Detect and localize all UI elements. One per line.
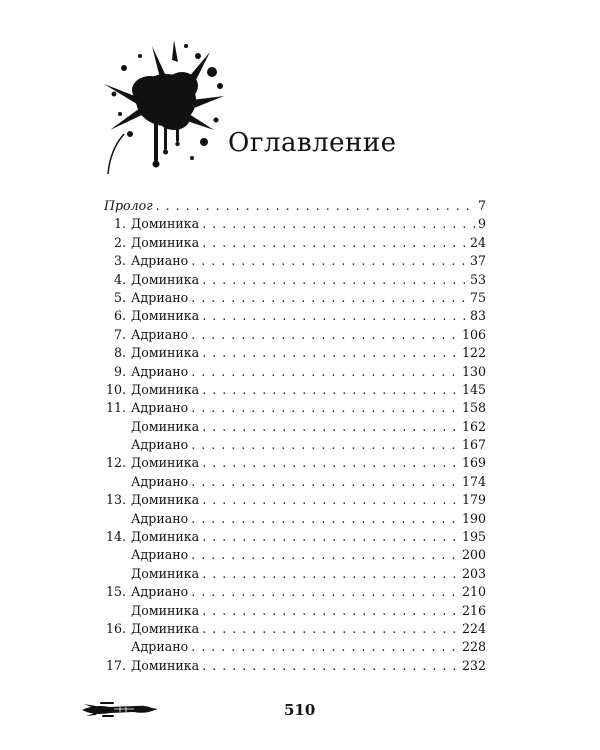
toc-label: Доминика	[131, 565, 200, 581]
toc-page: 37	[469, 253, 486, 269]
toc-label: Доминика	[131, 381, 200, 397]
dot-leader	[191, 547, 459, 562]
toc-number: 13.	[105, 492, 126, 508]
toc-row	[104, 529, 486, 547]
toc-page: 216	[461, 602, 486, 618]
toc-page: 24	[469, 234, 486, 250]
toc-label: Доминика	[131, 455, 200, 471]
dot-leader	[202, 621, 459, 636]
dot-leader	[191, 364, 459, 379]
toc-number: 16.	[105, 620, 126, 636]
dot-leader	[202, 529, 459, 544]
toc-page: 75	[469, 289, 486, 305]
toc-row	[104, 419, 486, 437]
toc-row	[104, 400, 486, 418]
toc-number: 8.	[113, 345, 126, 361]
toc-page: 169	[461, 455, 486, 471]
dot-leader	[191, 253, 467, 268]
toc-page: 232	[461, 657, 486, 673]
toc-label: Адриано	[131, 289, 189, 305]
toc-number: 10.	[105, 381, 126, 397]
toc-label: Доминика	[131, 418, 200, 434]
dot-leader	[202, 658, 459, 673]
toc-page: 145	[461, 381, 486, 397]
toc-label: Доминика	[131, 345, 200, 361]
toc-row	[104, 327, 486, 345]
toc-page: 106	[461, 326, 486, 342]
toc-row	[104, 382, 486, 400]
toc-number: 15.	[105, 584, 126, 600]
toc-row	[104, 308, 486, 326]
toc-row	[104, 584, 486, 602]
dot-leader	[202, 382, 459, 397]
toc-label: Адриано	[131, 400, 189, 416]
toc-label: Адриано	[131, 253, 189, 269]
toc-row	[104, 621, 486, 639]
toc-row	[104, 272, 486, 290]
toc-number: 2.	[113, 234, 126, 250]
dot-leader	[202, 566, 459, 581]
toc-label: Доминика	[131, 234, 200, 250]
dot-leader	[202, 455, 459, 470]
dot-leader	[202, 216, 475, 231]
toc-page: 158	[461, 400, 486, 416]
toc-page: 7	[477, 198, 486, 213]
toc-label: Адриано	[131, 363, 189, 379]
toc-label: Доминика	[131, 529, 200, 545]
toc-number: 3.	[113, 253, 126, 269]
dot-leader	[202, 235, 467, 250]
toc-row	[104, 492, 486, 510]
toc-row	[104, 437, 486, 455]
toc-label: Доминика	[131, 492, 200, 508]
page-title: Оглавление	[228, 128, 397, 158]
skeletal-hand-icon	[80, 698, 160, 720]
toc-page: 122	[461, 345, 486, 361]
toc-number: 17.	[105, 657, 126, 673]
dot-leader	[191, 437, 459, 452]
toc-label: Адриано	[131, 584, 189, 600]
toc-row	[104, 455, 486, 473]
toc-page: 83	[469, 308, 486, 324]
toc-label: Доминика	[131, 620, 200, 636]
toc-row	[104, 566, 486, 584]
toc-row	[104, 235, 486, 253]
dot-leader	[202, 419, 459, 434]
toc-page: 210	[461, 584, 486, 600]
toc-label: Доминика	[131, 271, 200, 287]
toc-page: 9	[477, 216, 486, 232]
toc-label: Доминика	[131, 308, 200, 324]
toc-page: 200	[461, 547, 486, 563]
toc-number: 9.	[113, 363, 126, 379]
toc-label: Доминика	[131, 657, 200, 673]
toc-row	[104, 364, 486, 382]
toc-page: 130	[461, 363, 486, 379]
toc-row	[104, 639, 486, 657]
toc-row	[104, 474, 486, 492]
dot-leader	[191, 327, 459, 342]
dot-leader	[191, 639, 459, 654]
toc-row	[104, 345, 486, 363]
toc-row-prolog	[104, 198, 486, 216]
toc-row	[104, 290, 486, 308]
toc-number: 5.	[113, 289, 126, 305]
page-number: 510	[284, 701, 316, 719]
toc-row	[104, 253, 486, 271]
toc-label: Адриано	[131, 473, 189, 489]
dot-leader	[191, 584, 459, 599]
dot-leader	[191, 474, 459, 489]
toc-label: Доминика	[131, 602, 200, 618]
toc-label: Адриано	[131, 326, 189, 342]
toc-number: 7.	[113, 326, 126, 342]
toc-page: 179	[461, 492, 486, 508]
dot-leader	[191, 400, 459, 415]
dot-leader	[156, 198, 475, 213]
toc-label: Адриано	[131, 639, 189, 655]
toc-label: Доминика	[131, 216, 200, 232]
toc-page: 228	[461, 639, 486, 655]
toc-page: 195	[461, 529, 486, 545]
toc-number: 6.	[113, 308, 126, 324]
dot-leader	[202, 603, 459, 618]
toc-label: Пролог	[104, 198, 153, 213]
dot-leader	[202, 308, 467, 323]
dot-leader	[202, 272, 467, 287]
ink-splatter-icon	[100, 38, 232, 178]
toc-number: 12.	[105, 455, 126, 471]
toc-page: 162	[461, 418, 486, 434]
toc-number: 4.	[113, 271, 126, 287]
toc-page: 203	[461, 565, 486, 581]
dot-leader	[191, 290, 467, 305]
dot-leader	[202, 345, 459, 360]
toc-number: 11.	[105, 400, 126, 416]
toc-number: 14.	[105, 529, 126, 545]
dot-leader	[191, 511, 459, 526]
toc-page: 167	[461, 437, 486, 453]
toc-row	[104, 547, 486, 565]
toc-row	[104, 658, 486, 676]
toc-page: 174	[461, 473, 486, 489]
dot-leader	[202, 492, 459, 507]
toc-page: 190	[461, 510, 486, 526]
toc-row	[104, 511, 486, 529]
toc-label: Адриано	[131, 437, 189, 453]
toc-page: 224	[461, 620, 486, 636]
toc-label: Адриано	[131, 510, 189, 526]
toc-page: 53	[469, 271, 486, 287]
toc-number: 1.	[113, 216, 126, 232]
toc-row	[104, 216, 486, 234]
toc-row	[104, 603, 486, 621]
toc-label: Адриано	[131, 547, 189, 563]
table-of-contents	[104, 198, 486, 676]
